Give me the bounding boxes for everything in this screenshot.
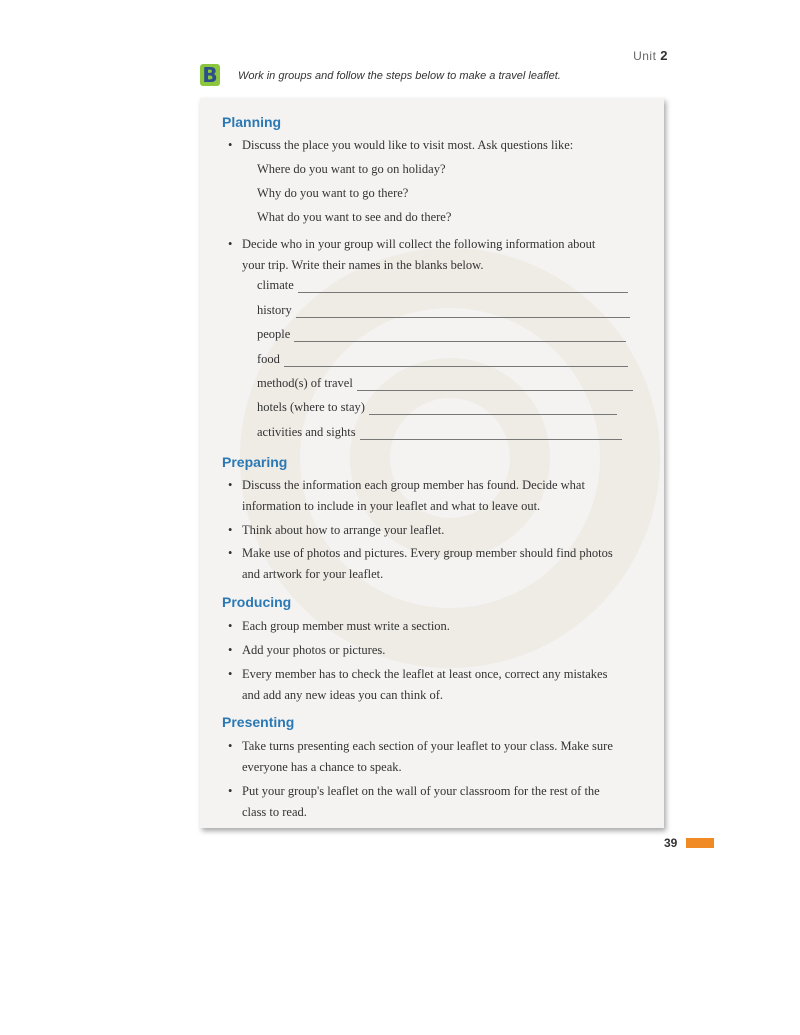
preparing-bullet-1-line-2: information to include in your leaflet and what to leave out. [242,499,541,513]
presenting-bullet-1-line-2: everyone has a chance to speak. [242,760,402,774]
preparing-bullet-3-line-1: Make use of photos and pictures. Every group member should find photos [242,546,613,560]
name-blank-line[interactable] [296,303,630,318]
blank-row-climate [257,278,628,293]
bullet-icon: • [228,237,233,251]
bullet-icon: • [228,667,233,681]
planning-heading: Planning [222,114,282,130]
task-instruction: Work in groups and follow the steps below to make a travel leaflet. [238,70,561,82]
page-color-tab [686,838,714,848]
blank-row-hotels [257,400,617,415]
planning-bullet-1-text: Discuss the place you would like to visit most. Ask questions like: [242,138,574,152]
blank-row-travel [257,376,633,391]
content-panel [200,98,664,828]
producing-bullet-2-text: Add your photos or pictures. [242,643,386,657]
bullet-icon: • [228,643,233,657]
producing-bullet-1-text: Each group member must write a section. [242,619,450,633]
presenting-bullet-1-line-1: Take turns presenting each section of your leaflet to your class. Make sure [242,739,613,753]
blank-row-food [257,352,628,367]
blank-label: activities and sights [257,425,356,439]
page-number: 39 [664,836,678,850]
bullet-icon: • [228,523,233,537]
producing-bullet-3-line-2: and add any new ideas you can think of. [242,688,443,702]
blank-label: climate [257,278,294,292]
blank-label: food [257,352,280,366]
unit-label [633,48,668,63]
unit-number: 2 [660,48,668,63]
unit-prefix: Unit [633,49,657,63]
bullet-icon: • [228,546,233,560]
blank-row-history [257,303,630,318]
bullet-icon: • [228,478,233,492]
producing-heading: Producing [222,594,292,610]
blank-label: hotels (where to stay) [257,400,365,414]
presenting-heading: Presenting [222,714,295,730]
name-blank-line[interactable] [294,327,626,342]
task-letter-badge: B [200,64,220,86]
preparing-bullet-1-line-1: Discuss the information each group member has found. Decide what [242,478,585,492]
presenting-bullet-2-line-2: class to read. [242,805,307,819]
blank-label: method(s) of travel [257,376,353,390]
preparing-bullet-3-line-2: and artwork for your leaflet. [242,567,384,581]
preparing-bullet-2-text: Think about how to arrange your leaflet. [242,523,445,537]
name-blank-line[interactable] [369,400,617,415]
bullet-icon: • [228,784,233,798]
name-blank-line[interactable] [360,425,622,440]
name-blank-line[interactable] [284,352,628,367]
bullet-icon: • [228,739,233,753]
blank-row-people [257,327,626,342]
planning-bullet-2-line-1: Decide who in your group will collect the following information about [242,237,596,251]
planning-bullet-2-line-2: your trip. Write their names in the blanks below. [242,258,484,272]
planning-question-2: Why do you want to go there? [257,186,409,200]
blank-row-activities [257,425,622,440]
bullet-icon: • [228,138,233,152]
name-blank-line[interactable] [298,278,628,293]
blank-label: history [257,303,292,317]
preparing-heading: Preparing [222,454,288,470]
bullet-icon: • [228,619,233,633]
planning-question-1: Where do you want to go on holiday? [257,162,446,176]
blank-label: people [257,327,291,341]
name-blank-line[interactable] [357,376,633,391]
presenting-bullet-2-line-1: Put your group's leaflet on the wall of your classroom for the rest of the [242,784,600,798]
producing-bullet-3-line-1: Every member has to check the leaflet at least once, correct any mistakes [242,667,608,681]
planning-question-3: What do you want to see and do there? [257,210,452,224]
